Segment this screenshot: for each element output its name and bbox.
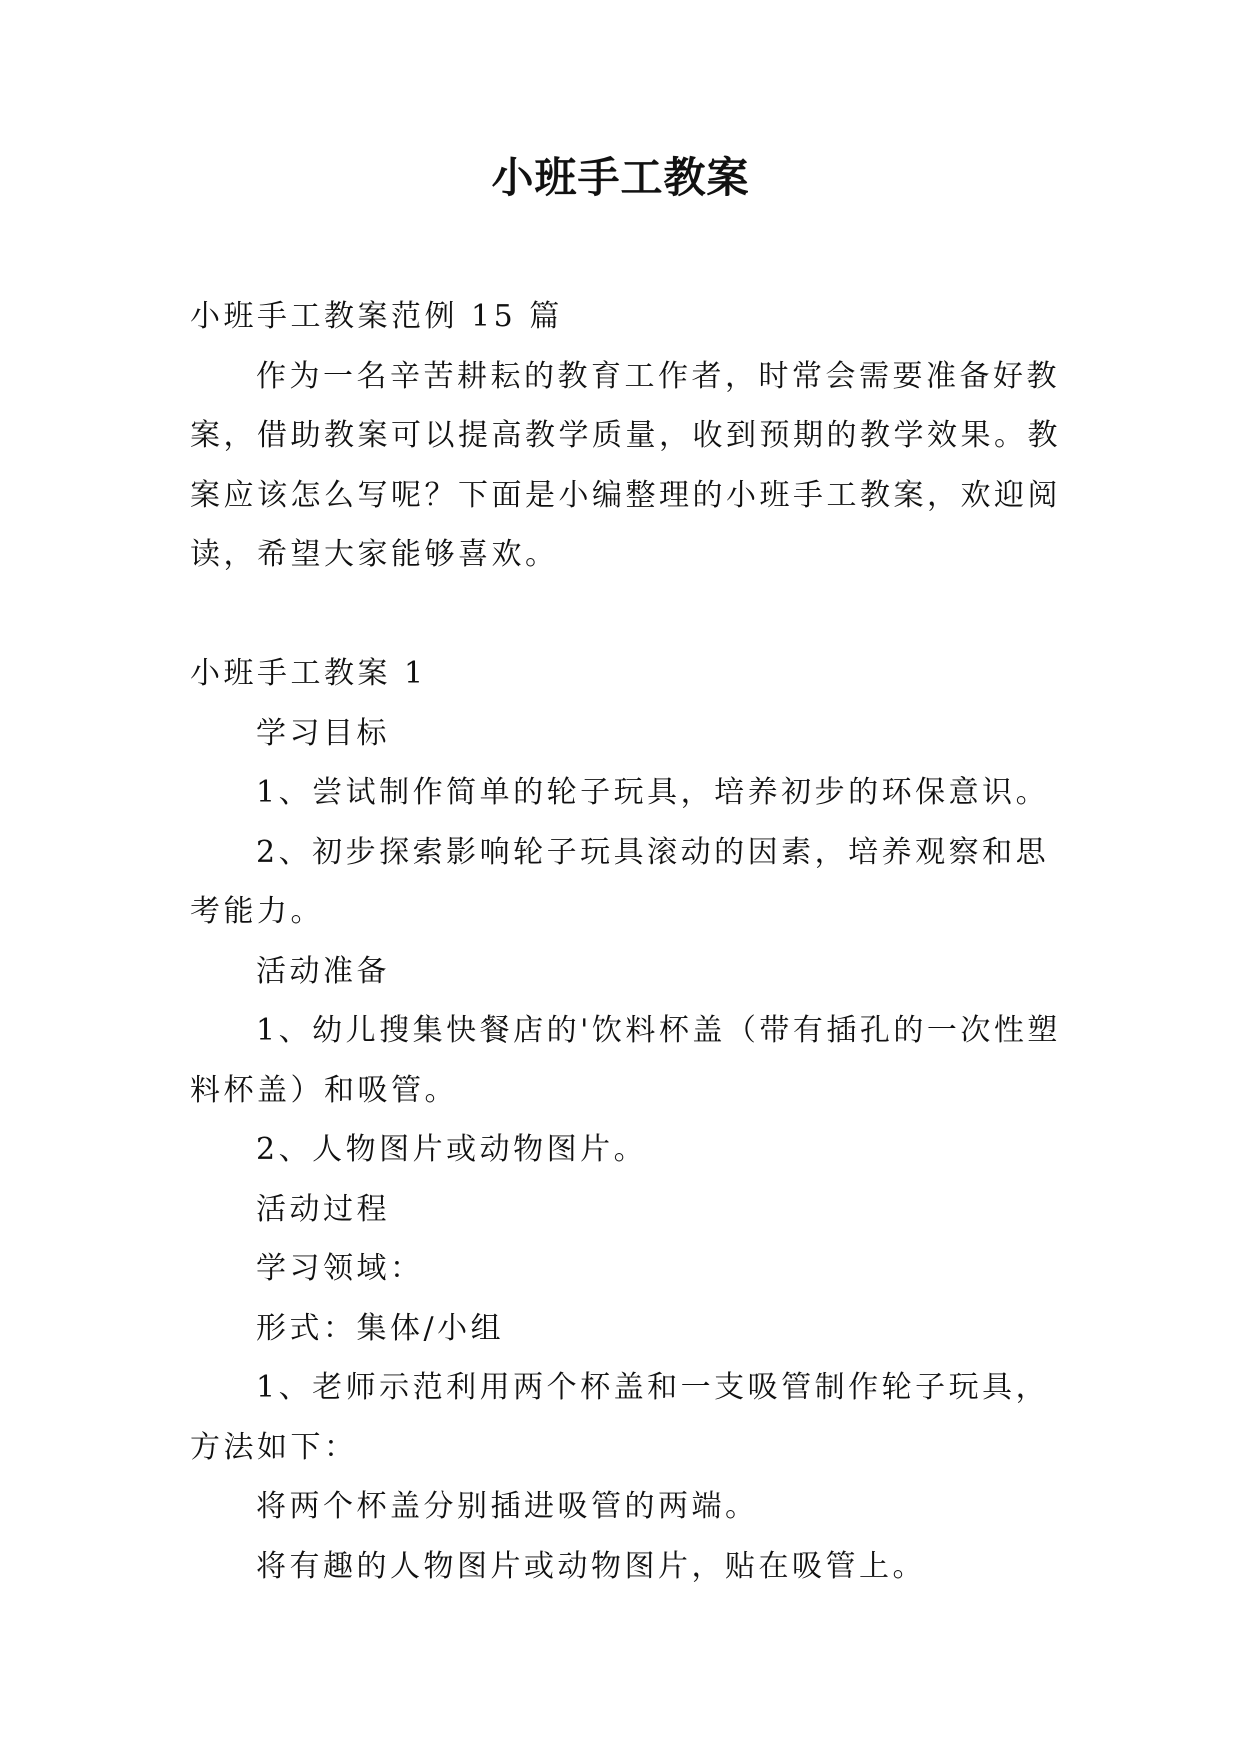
form-label: 形式：集体/小组 xyxy=(256,1310,505,1346)
preparation-heading: 活动准备 xyxy=(256,953,390,989)
method-item-1: 将两个杯盖分别插进吸管的两端。 xyxy=(256,1489,759,1524)
intro-line-2: 案，借助教案可以提高教学质量，收到预期的教学效果。教 xyxy=(190,418,1061,453)
goal-item-2-continued: 考能力。 xyxy=(190,894,324,929)
goal-item-2: 2、初步探索影响轮子玩具滚动的因素，培养观察和思 xyxy=(256,834,1050,870)
subtitle: 小班手工教案范例 15 篇 xyxy=(190,299,563,334)
method-item-2: 将有趣的人物图片或动物图片，贴在吸管上。 xyxy=(256,1548,926,1584)
process-heading: 活动过程 xyxy=(256,1191,390,1227)
document-title: 小班手工教案 xyxy=(491,153,750,202)
step-item-1-continued: 方法如下： xyxy=(190,1429,358,1465)
prep-item-1: 1、幼儿搜集快餐店的'饮料杯盖（带有插孔的一次性塑 xyxy=(256,1013,1061,1048)
prep-item-2: 2、人物图片或动物图片。 xyxy=(256,1132,648,1167)
section-heading: 小班手工教案 1 xyxy=(190,656,427,691)
intro-line-4: 读，希望大家能够喜欢。 xyxy=(190,537,559,572)
goal-item-1: 1、尝试制作简单的轮子玩具，培养初步的环保意识。 xyxy=(256,775,1050,810)
step-item-1: 1、老师示范利用两个杯盖和一支吸管制作轮子玩具， xyxy=(256,1370,1050,1405)
intro-line-1: 作为一名辛苦耕耘的教育工作者，时常会需要准备好教 xyxy=(256,358,1060,394)
document-body xyxy=(190,287,1061,1596)
domain-label: 学习领域： xyxy=(256,1251,424,1286)
learning-goal-heading: 学习目标 xyxy=(256,715,390,751)
section-spacer xyxy=(190,585,1052,645)
intro-line-3: 案应该怎么写呢？下面是小编整理的小班手工教案，欢迎阅 xyxy=(190,477,1061,513)
prep-item-1-continued: 料杯盖）和吸管。 xyxy=(190,1072,458,1108)
